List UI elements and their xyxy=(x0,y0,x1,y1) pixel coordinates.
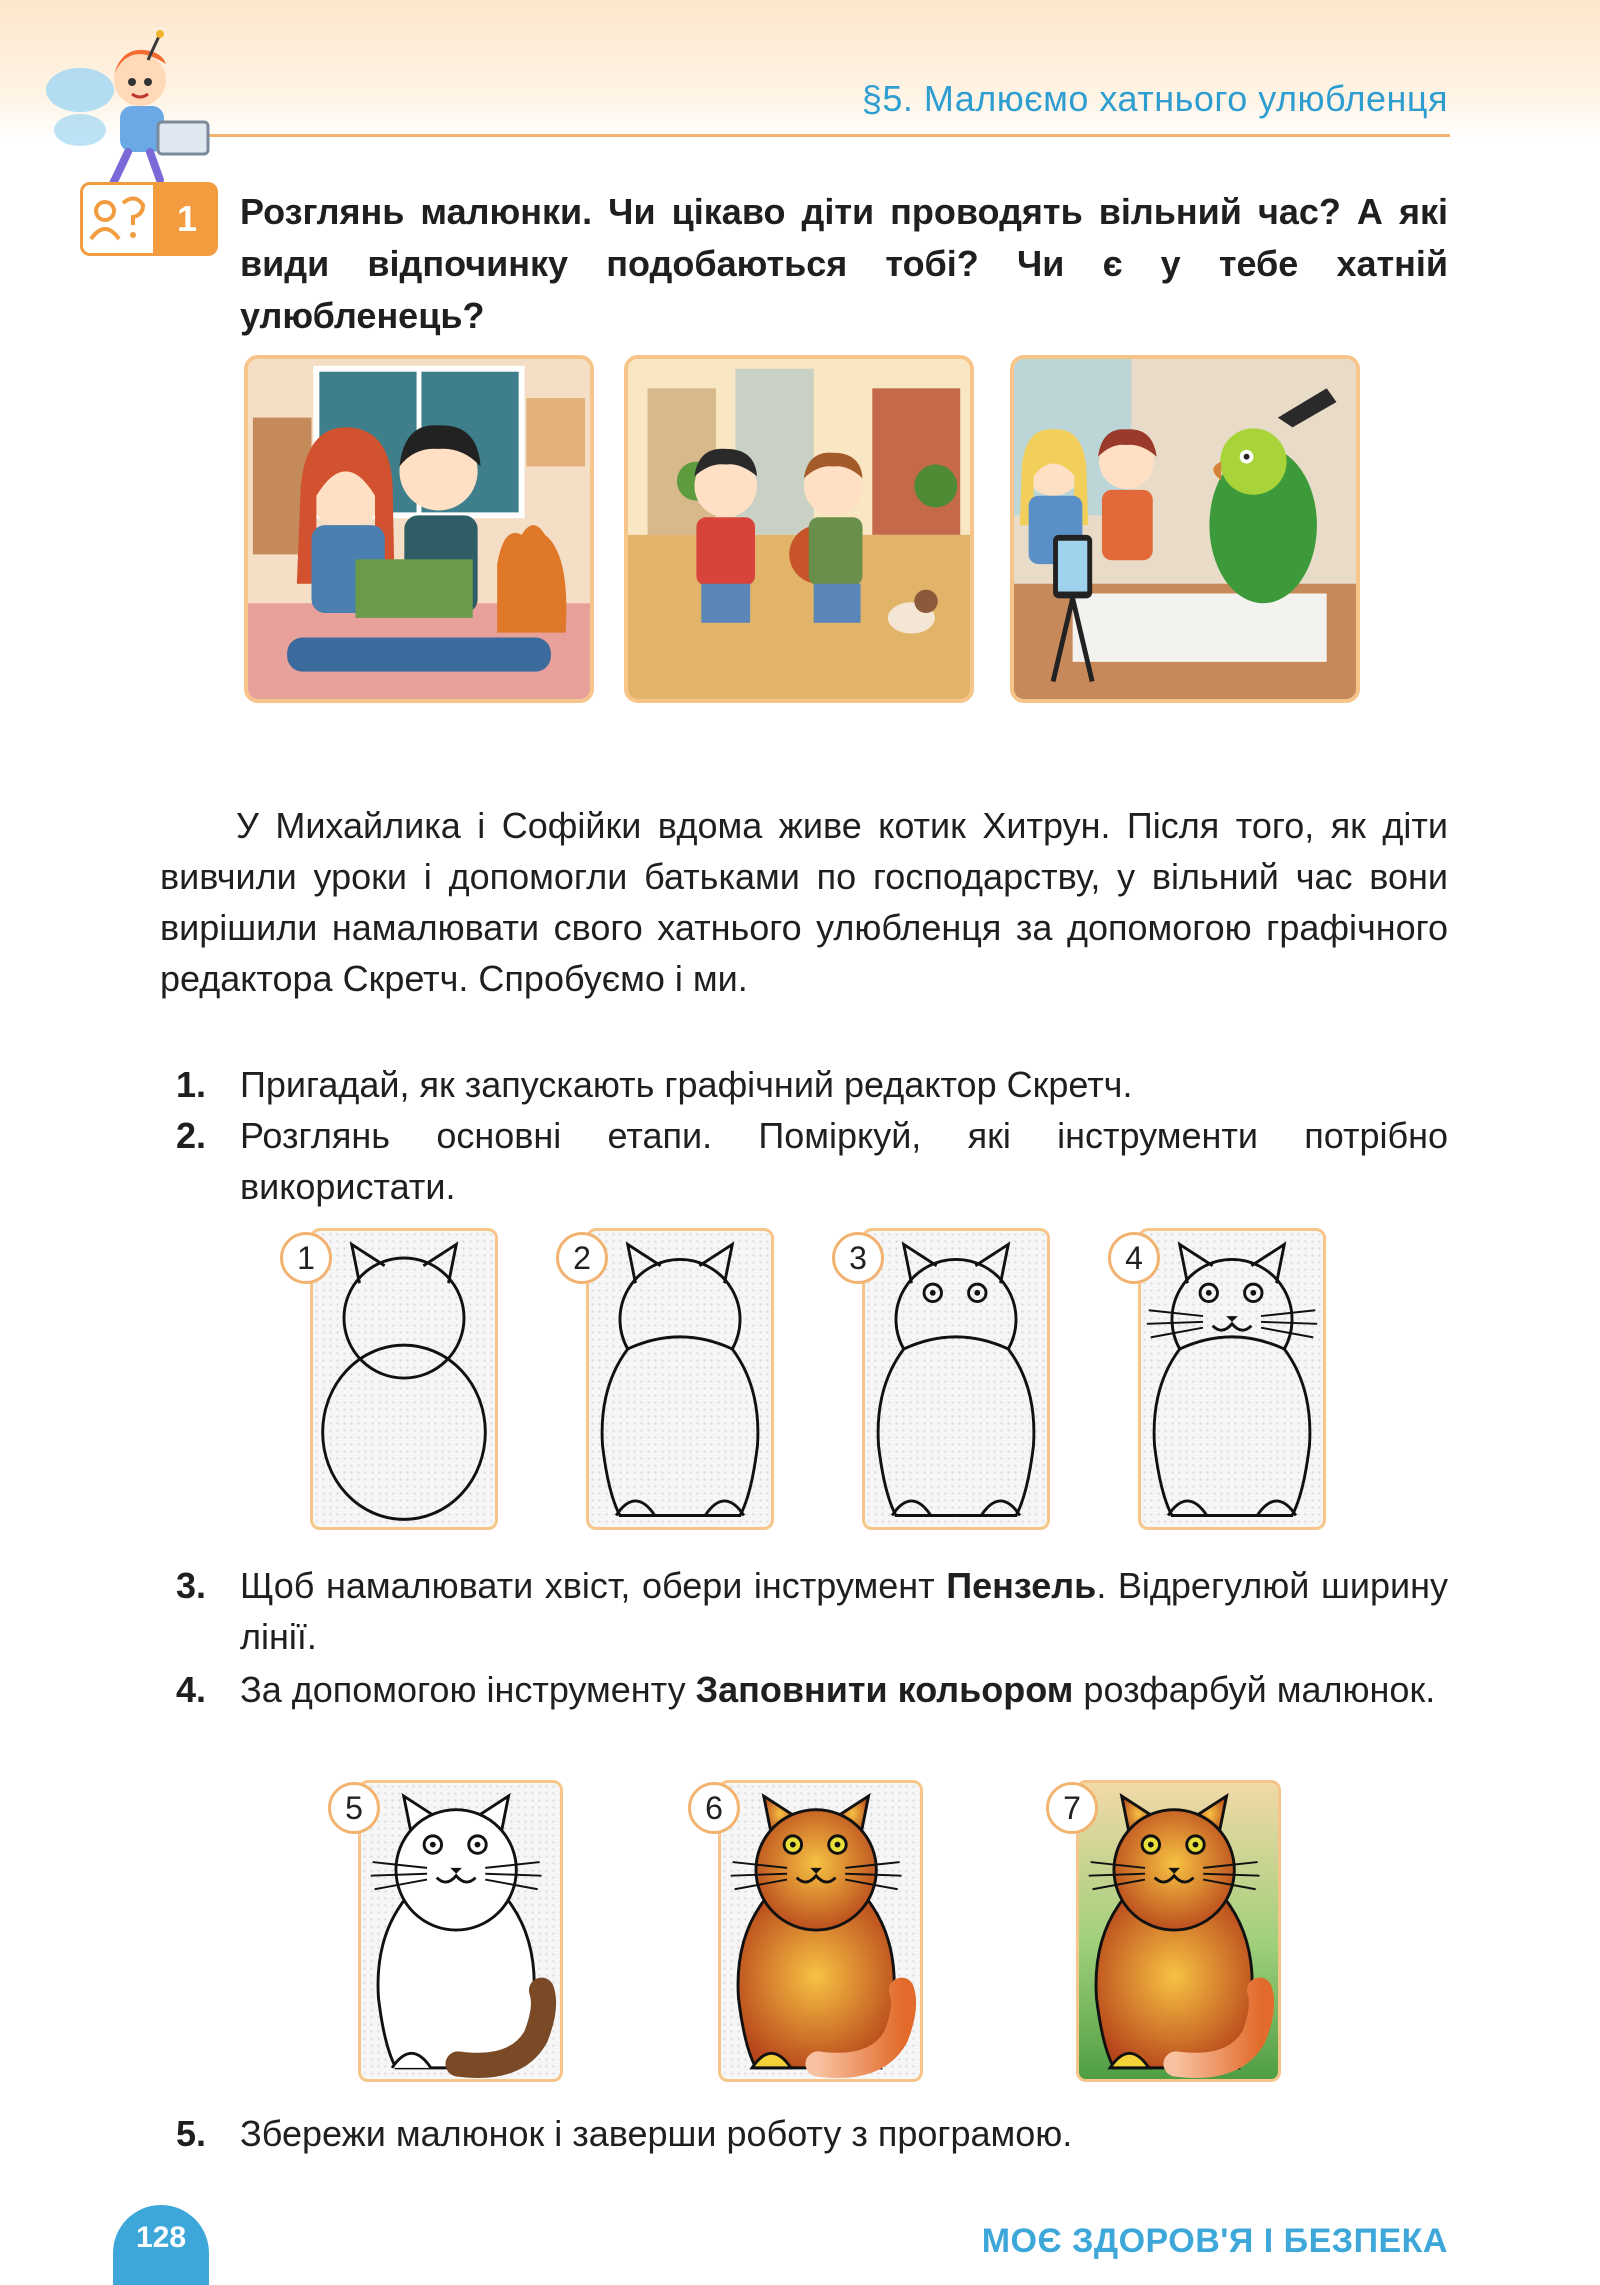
cat-stage-4 xyxy=(1138,1228,1326,1530)
step-text-part: За допомогою інструменту xyxy=(240,1669,696,1710)
stage-number: 7 xyxy=(1046,1782,1098,1834)
step-text xyxy=(240,1664,1448,1715)
step-text-part: розфарбуй малюнок. xyxy=(1073,1669,1436,1710)
step-number: 4. xyxy=(176,1669,207,1710)
step-number: 2. xyxy=(176,1115,207,1156)
cat-outline-icon xyxy=(589,1231,771,1527)
cat-outline-icon xyxy=(865,1231,1047,1527)
page-number: 128 xyxy=(113,2205,209,2285)
task-badge xyxy=(80,182,218,256)
task-number: 1 xyxy=(156,182,218,256)
step-3 xyxy=(176,1560,1448,1662)
step-number: 3. xyxy=(176,1565,207,1606)
section-title: §5. Малюємо хатнього улюбленця xyxy=(861,78,1448,119)
illustration-girls-drawing-parrot xyxy=(1010,355,1360,703)
stage-number: 4 xyxy=(1108,1232,1160,1284)
step-text-part: . Відрегулюй ширину лінії. xyxy=(240,1565,1448,1657)
footer-title: МОЄ ЗДОРОВ'Я І БЕЗПЕКА xyxy=(981,2222,1448,2260)
story-text: У Михайлика і Софійки вдома живе котик Хитрун. Після того, як діти вивчили уроки і допомогли батьками по господарству, у вільний час вони вирішили намалювати свого хатнього улюбленця за допомогою графічного редактора Скретч. Спробуємо і ми. xyxy=(160,805,1448,999)
stage-number: 2 xyxy=(556,1232,608,1284)
step-1 xyxy=(176,1059,1448,1110)
cat-stage-2 xyxy=(586,1228,774,1530)
step-text: Пригадай, як запускають графічний редактор Скретч. xyxy=(240,1064,1133,1105)
step-text: Розглянь основні етапи. Поміркуй, які інструменти потрібно використати. xyxy=(240,1115,1448,1207)
cat-stage-3 xyxy=(862,1228,1050,1530)
step-5 xyxy=(176,2108,1448,2159)
cat-stage-1 xyxy=(310,1228,498,1530)
discussion-icon xyxy=(80,182,156,256)
cat-outline-icon xyxy=(1141,1231,1323,1527)
illustration-boys-playing-ball xyxy=(624,355,974,703)
step-4 xyxy=(176,1664,1448,1715)
step-text-part: Щоб намалювати хвіст, обери інструмент xyxy=(240,1565,947,1606)
step-text: Збережи малюнок і заверши роботу з програмою. xyxy=(240,2113,1073,2154)
cat-outline-icon xyxy=(313,1231,495,1527)
header-divider xyxy=(120,134,1450,137)
tool-name-brush: Пензель xyxy=(946,1565,1097,1606)
step-text xyxy=(240,1560,1448,1662)
task-question: Розглянь малюнки. Чи цікаво діти проводять вільний час? А які види відпочинку подобаються тобі? Чи є у тебе хатній улюбленець? xyxy=(240,191,1448,336)
stage-number: 6 xyxy=(688,1782,740,1834)
illustration-reading-with-cat xyxy=(244,355,594,703)
step-number: 5. xyxy=(176,2113,207,2154)
stage-number: 3 xyxy=(832,1232,884,1284)
cat-stage-7 xyxy=(1076,1780,1281,2082)
step-number: 1. xyxy=(176,1064,207,1105)
step-2 xyxy=(176,1110,1448,1212)
cat-stage-5 xyxy=(358,1780,563,2082)
cat-stage-6 xyxy=(718,1780,923,2082)
cat-with-tail-icon xyxy=(361,1783,560,2079)
fairy-mascot-icon xyxy=(40,30,230,200)
tool-name-fill: Заповнити кольором xyxy=(695,1669,1074,1710)
stage-number: 1 xyxy=(280,1232,332,1284)
story-paragraph xyxy=(160,800,1448,1004)
stage-number: 5 xyxy=(328,1782,380,1834)
colored-cat-icon xyxy=(721,1783,920,2079)
colored-cat-background-icon xyxy=(1079,1783,1278,2079)
